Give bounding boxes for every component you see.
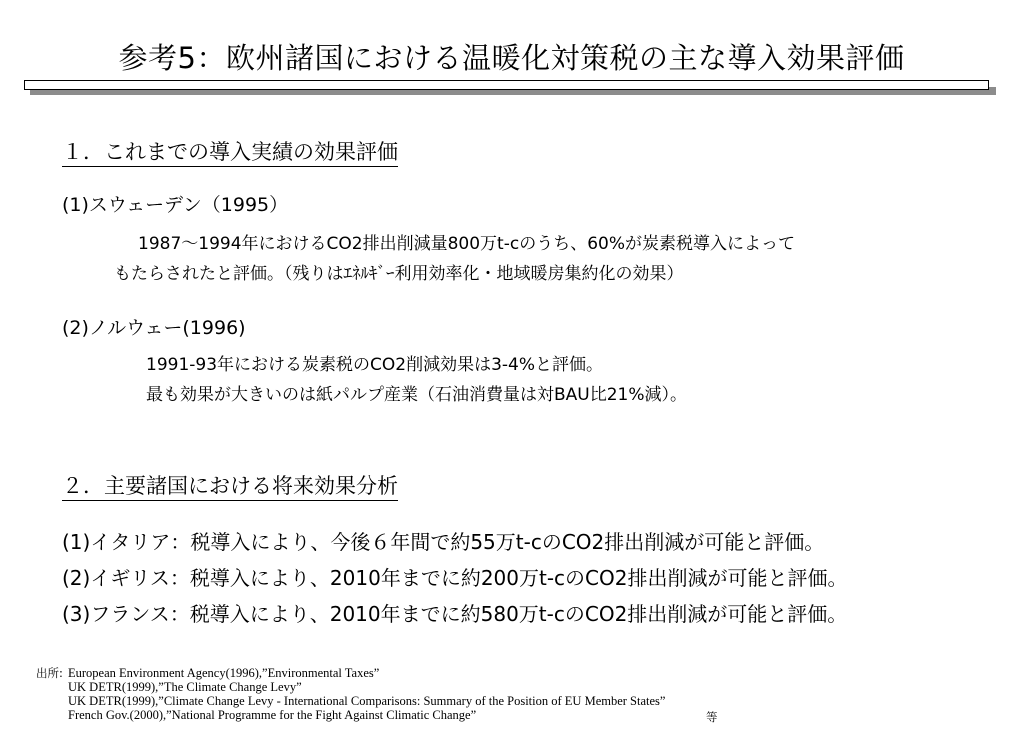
france-item: (3)フランス：税導入により、2010年までに約580万t-cのCO2排出削減が可能と評価。 — [62, 602, 848, 626]
norway-line2: 最も効果が大きいのは紙パルプ産業（石油消費量は対BAU比21%減）。 — [146, 385, 688, 405]
norway-line1: 1991-93年における炭素税のCO2削減効果は3-4%と評価。 — [146, 355, 604, 375]
sources-etc: 等 — [706, 710, 718, 724]
source-entry-2: UK DETR(1999),”The Climate Change Levy” — [68, 680, 302, 694]
sweden-line1: 1987～1994年におけるCO2排出削減量800万t-cのうち、60%が炭素税導入によって — [138, 234, 795, 254]
uk-item: (2)イギリス：税導入により、2010年までに約200万t-cのCO2排出削減が可能と評価。 — [62, 566, 848, 590]
sweden-label: (1)スウェーデン（1995） — [62, 194, 289, 216]
sweden-line2: もたらされたと評価。（残りはｴﾈﾙｷﾞｰ利用効率化・地域暖房集約化の効果） — [114, 264, 684, 284]
italy-item: (1)イタリア：税導入により、今後６年間で約55万t-cのCO2排出削減が可能と評価。 — [62, 530, 825, 554]
source-entry-1: European Environment Agency(1996),”Environmental Taxes” — [68, 666, 380, 680]
source-entry-4: French Gov.(2000),”National Programme for the Fight Against Climatic Change” — [68, 708, 477, 722]
section2-heading: ２．主要諸国における将来効果分析 — [62, 473, 398, 501]
norway-label: (2)ノルウェー(1996) — [62, 317, 246, 339]
slide-title: 参考5：欧州諸国における温暖化対策税の主な導入効果評価 — [118, 41, 905, 75]
title-underline-bar — [24, 80, 989, 90]
section1-heading: １．これまでの導入実績の効果評価 — [62, 139, 398, 167]
source-entry-3: UK DETR(1999),”Climate Change Levy - International Comparisons: Summary of the Position of EU Member States” — [68, 694, 666, 708]
sources-prefix: 出所: — [36, 666, 63, 680]
